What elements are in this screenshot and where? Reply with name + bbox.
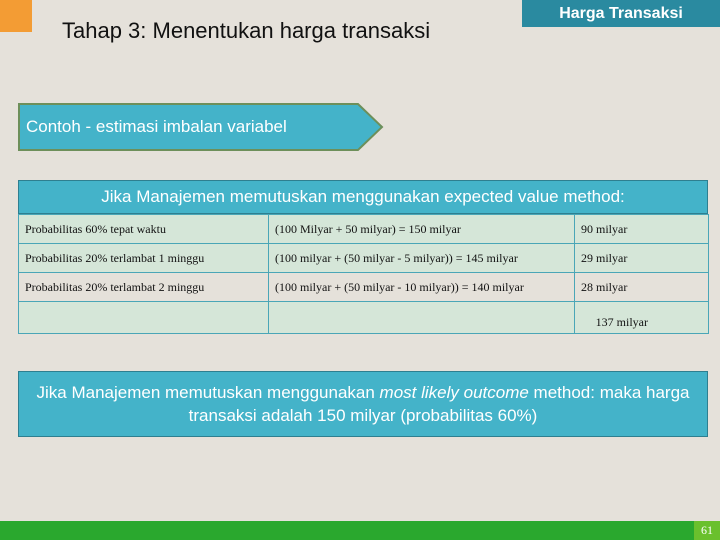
page-number: 61 xyxy=(694,521,720,540)
table-row xyxy=(19,215,709,244)
total-value: 137 milyar xyxy=(575,302,709,334)
row-calculation: (100 Milyar + 50 milyar) = 150 milyar xyxy=(269,215,575,244)
orange-accent-square xyxy=(0,0,32,32)
row-label: Probabilitas 60% tepat waktu xyxy=(19,215,269,244)
table-row xyxy=(19,244,709,273)
note-text-end: method: maka harga transaksi adalah 150 milyar (probabilitas 60%) xyxy=(188,383,690,425)
row-calculation: (100 milyar + (50 milyar - 10 milyar)) = 140 milyar xyxy=(269,273,575,302)
row-label: Probabilitas 20% terlambat 2 minggu xyxy=(19,273,269,302)
conclusion-note xyxy=(18,371,708,437)
footer-bar xyxy=(0,521,720,540)
row-label: Probabilitas 20% terlambat 1 minggu xyxy=(19,244,269,273)
total-row xyxy=(19,302,709,334)
table-header: Jika Manajemen memutuskan menggunakan expected value method: xyxy=(18,180,708,214)
row-result: 90 milyar xyxy=(575,215,709,244)
row-calculation: (100 milyar + (50 milyar - 5 milyar)) = 145 milyar xyxy=(269,244,575,273)
section-tag: Harga Transaksi xyxy=(522,0,720,27)
subtitle-arrow-banner xyxy=(18,103,384,151)
table-row xyxy=(19,273,709,302)
note-text-start: Jika Manajemen memutuskan menggunakan xyxy=(36,383,380,402)
subtitle-text: Contoh - estimasi imbalan variabel xyxy=(26,117,287,136)
row-result: 29 milyar xyxy=(575,244,709,273)
empty-cell xyxy=(269,302,575,334)
row-result: 28 milyar xyxy=(575,273,709,302)
note-emphasis: most likely outcome xyxy=(379,383,529,402)
calculation-table xyxy=(18,214,709,334)
empty-cell xyxy=(19,302,269,334)
page-title: Tahap 3: Menentukan harga transaksi xyxy=(62,18,431,43)
